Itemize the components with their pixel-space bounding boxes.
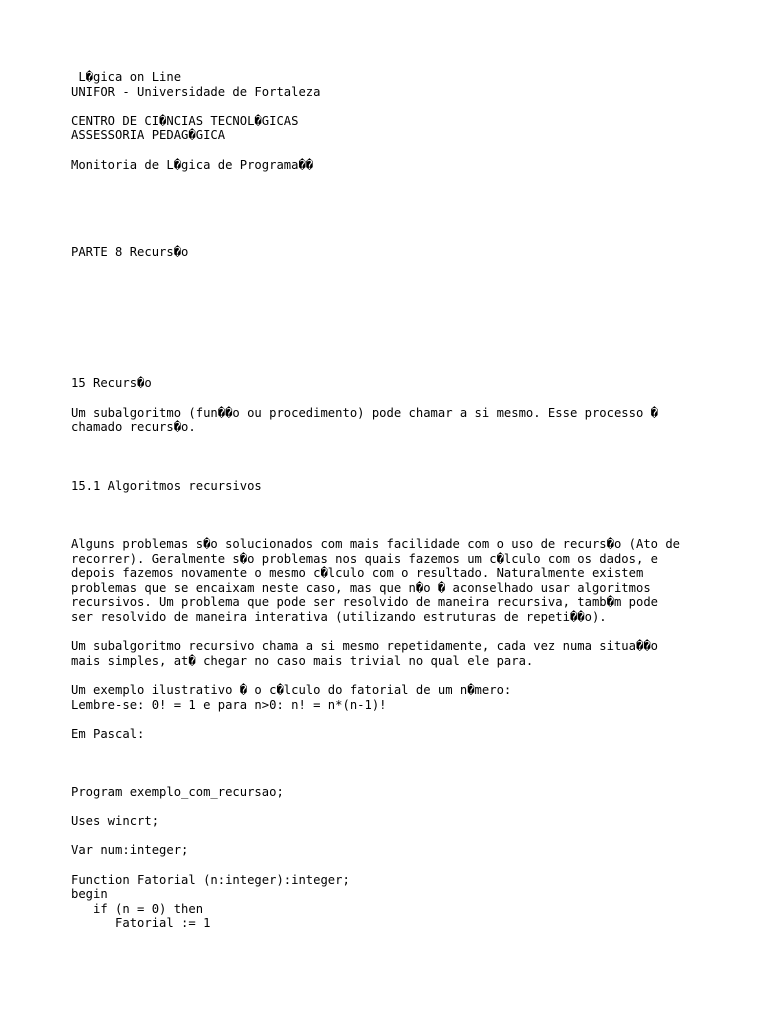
text-line: depois fazemos novamente o mesmo c�lculo com o resultado. Naturalmente existem — [71, 566, 644, 581]
text-line: ASSESSORIA PEDAG�GICA — [71, 128, 226, 143]
text-line: mais simples, at� chegar no caso mais trivial no qual ele para. — [71, 653, 534, 668]
text-line: recursivos. Um problema que pode ser resolvido de maneira recursiva, tamb�m pode — [71, 595, 658, 610]
document-text — [71, 70, 751, 931]
text-line: problemas que se encaixam neste caso, mas que n�o � aconselhado usar algoritmos — [71, 580, 651, 595]
text-line: Um subalgoritmo (fun��o ou procedimento) pode chamar a si mesmo. Esse processo � — [71, 405, 658, 420]
text-line: Alguns problemas s�o solucionados com mais facilidade com o uso de recurs�o (Ato de — [71, 537, 681, 551]
text-line: Um exemplo ilustrativo � o c�lculo do fatorial de um n�mero: — [71, 682, 512, 697]
text-line: Uses wincrt; — [71, 814, 160, 829]
text-line: PARTE 8 Recurs�o — [71, 245, 189, 260]
text-line: L�gica on Line — [71, 70, 182, 84]
text-line: Var num:integer; — [71, 843, 189, 858]
text-line: UNIFOR - Universidade de Fortaleza — [71, 84, 321, 99]
text-line: 15 Recurs�o — [71, 376, 152, 391]
text-line: ser resolvido de maneira interativa (utilizando estruturas de repeti��o). — [71, 609, 607, 624]
text-line: Function Fatorial (n:integer):integer; — [71, 872, 350, 887]
text-line: CENTRO DE CI�NCIAS TECNOL�GICAS — [71, 113, 299, 128]
text-line: Program exemplo_com_recursao; — [71, 785, 284, 800]
text-line: Fatorial := 1 — [71, 916, 211, 931]
text-line: begin — [71, 887, 108, 902]
text-line: if (n = 0) then — [71, 901, 204, 916]
text-line: 15.1 Algoritmos recursivos — [71, 478, 262, 493]
text-line: Lembre-se: 0! = 1 e para n>0: n! = n*(n-1)! — [71, 697, 387, 712]
text-line: recorrer). Geralmente s�o problemas nos quais fazemos um c�lculo com os dados, e — [71, 551, 658, 566]
text-line: Um subalgoritmo recursivo chama a si mesmo repetidamente, cada vez numa situa��o — [71, 639, 658, 654]
text-line: Em Pascal: — [71, 726, 145, 741]
text-line: Monitoria de L�gica de Programa�� — [71, 157, 314, 172]
text-line: chamado recurs�o. — [71, 420, 196, 435]
